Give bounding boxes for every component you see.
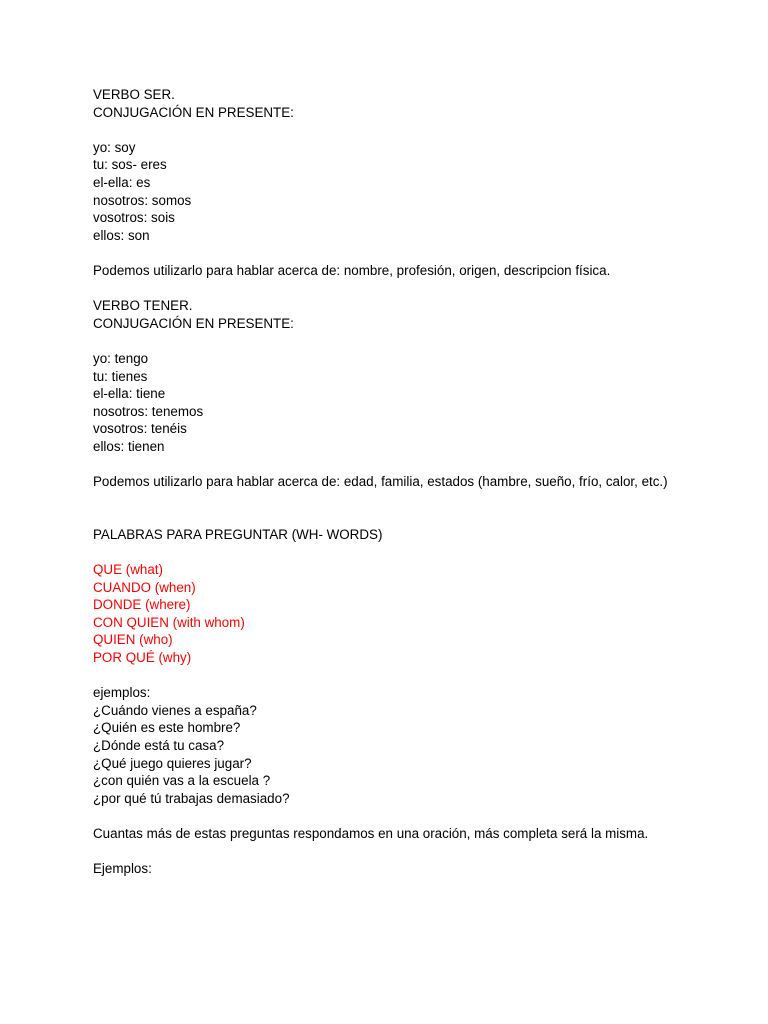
ser-conjugation-line: el-ella: es [93,174,151,190]
ser-usage-text: Podemos utilizarlo para hablar acerca de: nombre, profesión, origen, descripcion física. [93,262,611,278]
tener-conjugation-line: ellos: tienen [93,438,165,454]
wh-word-item: POR QUÉ (why) [93,650,192,665]
example-question: ¿por qué tú trabajas demasiado? [93,790,290,806]
ser-conjugation-line: nosotros: somos [93,192,192,208]
tener-conjugation-line: vosotros: tenéis [93,421,187,437]
wh-word-item: CON QUIEN (with whom) [93,614,245,630]
verbo-ser-subtitle: CONJUGACIÓN EN PRESENTE: [93,104,294,120]
spacer [93,667,683,685]
wh-words-title: PALABRAS PARA PREGUNTAR (WH- WORDS) [93,526,383,542]
spacer [93,807,683,825]
spacer [93,280,683,298]
spacer [93,332,683,350]
document-content [93,86,683,878]
example-question: ¿Dónde está tu casa? [93,737,225,753]
ejemplos-label: ejemplos: [93,685,151,701]
spacer [93,508,683,526]
verbo-ser-title: VERBO SER. [93,87,175,102]
ser-conjugation-line: yo: soy [93,139,136,155]
tener-conjugation-line: tu: tienes [93,368,148,384]
spacer [93,244,683,262]
tener-conjugation-line: el-ella: tiene [93,386,166,402]
closing-paragraph: Cuantas más de estas preguntas respondamos en una oración, más completa será la misma. [93,825,649,841]
ser-conjugation-line: tu: sos- eres [93,157,167,173]
tener-usage-text: Podemos utilizarlo para hablar acerca de: edad, familia, estados (hambre, sueño, frío, calor, etc.) [93,474,668,490]
tener-conjugation-line: yo: tengo [93,350,149,366]
spacer [93,543,683,561]
example-question: ¿Qué juego quieres jugar? [93,755,252,771]
verbo-tener-subtitle: CONJUGACIÓN EN PRESENTE: [93,315,294,331]
example-question: ¿con quién vas a la escuela ? [93,773,271,789]
verbo-tener-title: VERBO TENER. [93,298,193,314]
tener-conjugation-line: nosotros: tenemos [93,403,204,419]
wh-word-item: DONDE (where) [93,597,191,613]
spacer [93,491,683,509]
spacer [93,121,683,139]
spacer [93,455,683,473]
ser-conjugation-line: ellos: son [93,227,150,243]
example-question: ¿Quién es este hombre? [93,720,241,736]
wh-word-item: QUE (what) [93,562,163,578]
spacer [93,843,683,861]
example-question: ¿Cuándo vienes a españa? [93,702,257,718]
wh-word-item: QUIEN (who) [93,632,173,648]
closing-ejemplos-label: Ejemplos: [93,861,152,877]
ser-conjugation-line: vosotros: sois [93,210,175,226]
wh-word-item: CUANDO (when) [93,579,196,595]
